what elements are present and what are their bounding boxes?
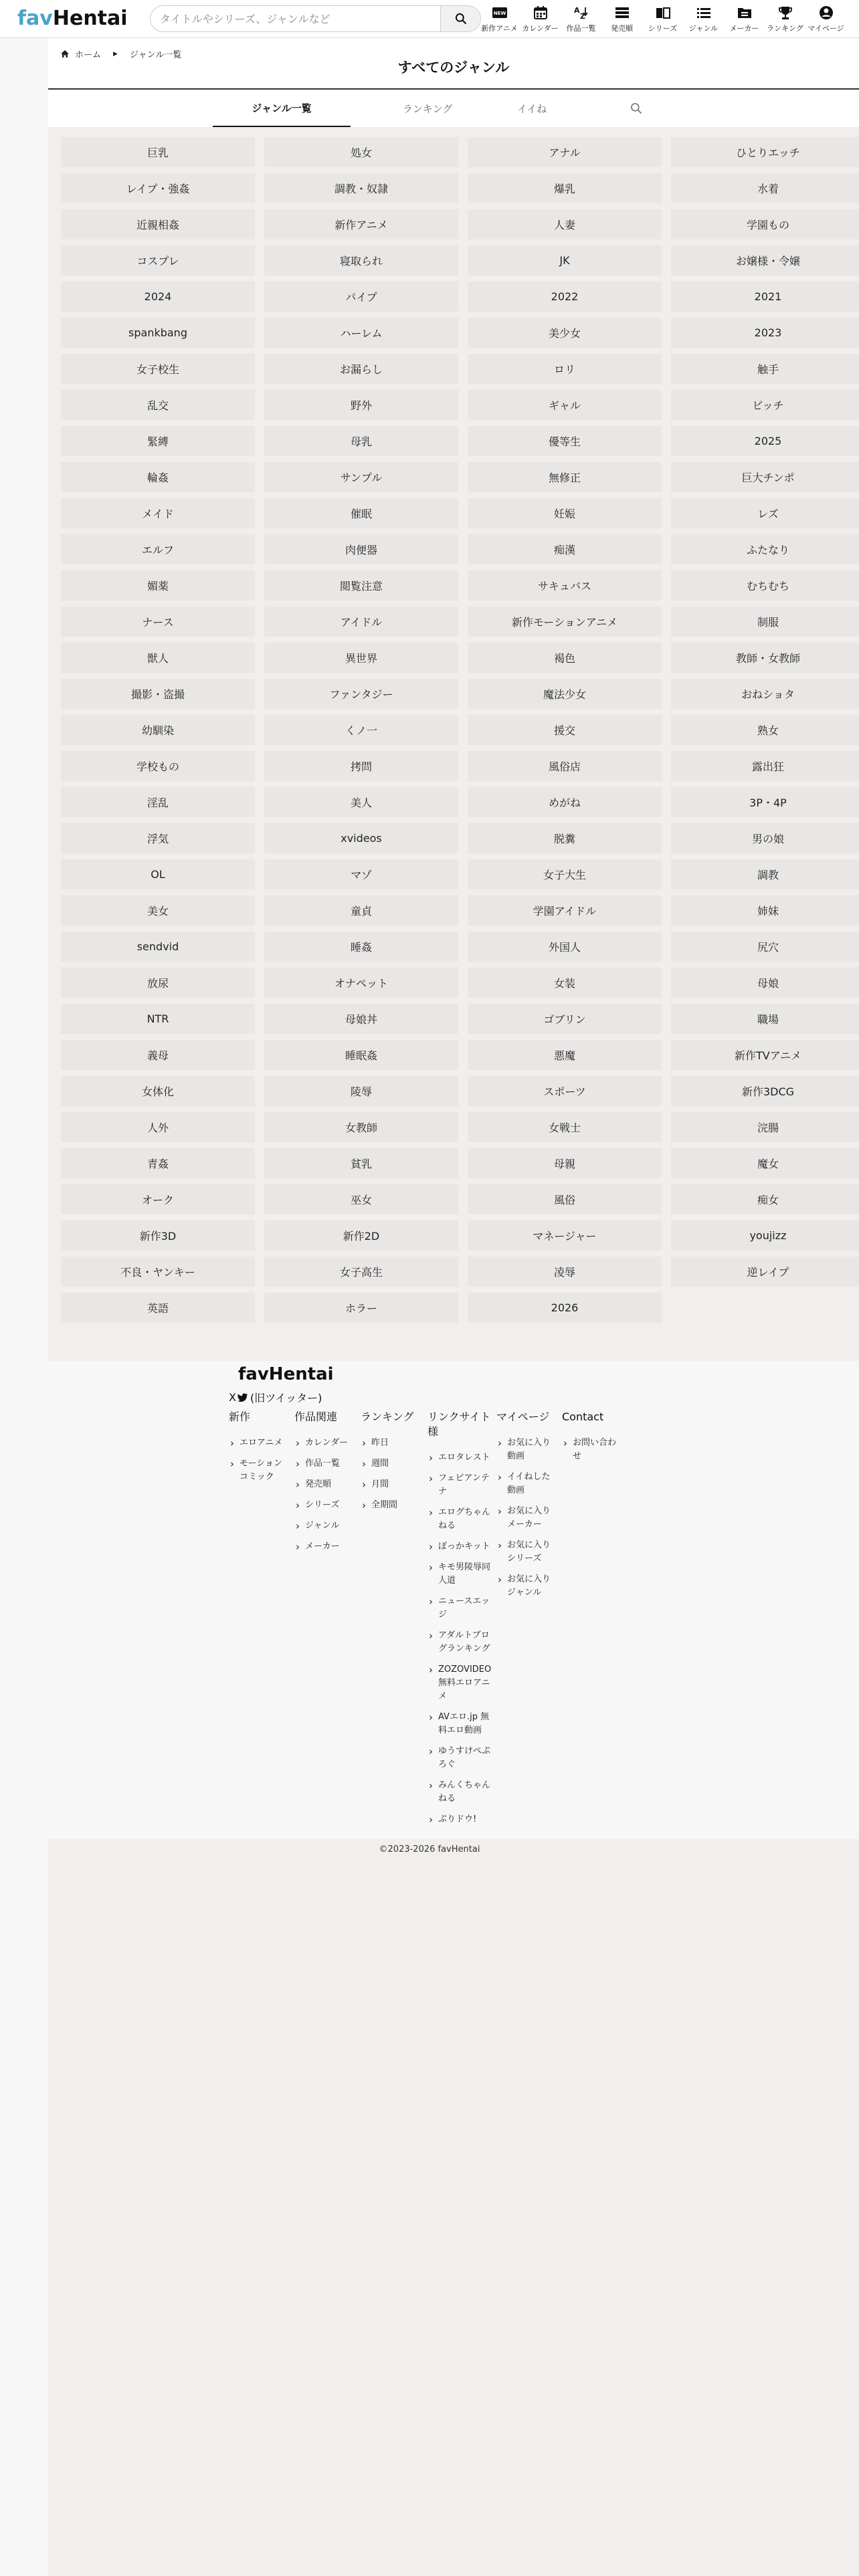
footer-link-list	[294, 1436, 356, 1553]
genre-item[interactable]: 巨大チンポ	[671, 462, 859, 492]
footer-column-title: マイページ	[496, 1410, 550, 1423]
svg-text:NEW: NEW	[493, 11, 506, 16]
genre-item[interactable]: 母娘	[671, 968, 859, 998]
footer-column	[361, 1410, 422, 1519]
genre-item[interactable]: ギャル	[468, 390, 662, 420]
genre-item[interactable]: xvideos	[264, 823, 458, 853]
genre-item[interactable]: 2024	[61, 282, 255, 312]
nav-genre[interactable]	[683, 4, 724, 36]
header-nav	[479, 4, 846, 36]
breadcrumb-current: ジャンル一覧	[129, 50, 182, 60]
genre-item[interactable]: ビッチ	[671, 390, 859, 420]
footer-link[interactable]: › モーションコミック	[229, 1457, 289, 1484]
x-suffix: (旧ツイッター)	[250, 1392, 322, 1404]
footer-link-list	[229, 1436, 289, 1484]
search-icon	[454, 12, 468, 25]
footer-column-title: ランキング	[361, 1410, 414, 1423]
genre-item[interactable]: ファンタジー	[264, 679, 458, 709]
svg-text:A: A	[573, 6, 580, 15]
genre-item[interactable]: 幼馴染	[61, 715, 255, 745]
nav-ranking[interactable]	[765, 4, 805, 36]
svg-text:Z: Z	[579, 12, 585, 20]
genre-item[interactable]: 褐色	[468, 643, 662, 673]
genre-item[interactable]: spankbang	[61, 318, 255, 348]
genre-item[interactable]: 女体化	[61, 1076, 255, 1106]
genre-item[interactable]: 逆レイプ	[671, 1257, 859, 1287]
genre-item[interactable]: 男の娘	[671, 823, 859, 853]
genre-item[interactable]: 美人	[264, 787, 458, 817]
genre-item[interactable]: 閲覧注意	[264, 570, 458, 601]
genre-item[interactable]: お漏らし	[264, 354, 458, 384]
chevron-right-icon: ▶	[113, 50, 118, 58]
list-icon	[615, 6, 630, 19]
nav-label: ランキング	[767, 24, 803, 33]
nav-works-list[interactable]	[561, 4, 601, 36]
footer-link[interactable]: › ジャンル	[294, 1519, 356, 1533]
footer-link[interactable]: › キモ男陵辱同人道	[427, 1561, 491, 1588]
footer-x-link[interactable]	[229, 1390, 322, 1405]
footer-link[interactable]: › 全期間	[361, 1499, 422, 1512]
nav-label: カレンダー	[522, 24, 559, 33]
genre-item[interactable]: 2026	[468, 1293, 662, 1323]
genre-item[interactable]: お嬢様・令嬢	[671, 245, 859, 276]
genre-item[interactable]: 陵辱	[264, 1076, 458, 1106]
footer-link[interactable]: › イイねした動画	[496, 1471, 557, 1497]
genre-item[interactable]: マネージャー	[468, 1220, 662, 1251]
footer-column-title: Contact	[562, 1410, 604, 1423]
genre-item[interactable]: おねショタ	[671, 679, 859, 709]
left-rail	[0, 38, 48, 2576]
genre-item[interactable]: 女教師	[264, 1112, 458, 1142]
nav-label: 新作アニメ	[481, 24, 518, 33]
trophy-icon	[778, 5, 793, 20]
footer-column	[427, 1410, 491, 1834]
genre-item[interactable]: 2021	[671, 282, 859, 312]
footer-column-title: 新作	[229, 1410, 251, 1423]
genre-item[interactable]: 2025	[671, 426, 859, 456]
footer-link[interactable]: › エロタレスト	[427, 1451, 491, 1465]
nav-label: マイページ	[807, 24, 844, 33]
genre-item[interactable]: 獣人	[61, 643, 255, 673]
genre-item[interactable]: 新作3D	[61, 1220, 255, 1251]
genre-item[interactable]: 新作3DCG	[671, 1076, 859, 1106]
genre-item[interactable]: 巫女	[264, 1184, 458, 1214]
footer-link[interactable]: › お気に入りメーカー	[496, 1505, 557, 1531]
genre-item[interactable]: 女戦士	[468, 1112, 662, 1142]
footer-link[interactable]: › アダルトブログランキング	[427, 1629, 491, 1656]
footer-column	[562, 1410, 622, 1471]
nav-label: メーカー	[729, 24, 759, 33]
genre-item[interactable]: 3P・4P	[671, 787, 859, 817]
nav-maker[interactable]	[724, 4, 765, 36]
genre-item[interactable]: サキュバス	[468, 570, 662, 601]
twitter-bird-icon	[237, 1393, 248, 1402]
tab-genre-list[interactable]: ジャンル一覧	[213, 90, 351, 127]
genre-item[interactable]: 魔女	[671, 1148, 859, 1178]
genre-item[interactable]: 野外	[264, 390, 458, 420]
genre-item[interactable]: 女装	[468, 968, 662, 998]
genre-item[interactable]: 妊娠	[468, 498, 662, 528]
genre-item[interactable]: 職場	[671, 1004, 859, 1034]
genre-item[interactable]: 肉便器	[264, 534, 458, 564]
genre-item[interactable]: パイプ	[264, 282, 458, 312]
footer-link[interactable]: › エログちゃんねる	[427, 1506, 491, 1533]
genre-item[interactable]: 水着	[671, 173, 859, 203]
genre-item[interactable]: エルフ	[61, 534, 255, 564]
genre-item[interactable]: レイプ・強姦	[61, 173, 255, 203]
footer-link[interactable]: › カレンダー	[294, 1436, 356, 1450]
genre-item[interactable]: 美少女	[468, 318, 662, 348]
footer-link-list	[361, 1436, 422, 1512]
genre-item[interactable]: ホラー	[264, 1293, 458, 1323]
footer-link-list	[496, 1436, 557, 1600]
tab-ranking[interactable]: ランキング	[402, 102, 453, 115]
footer-link[interactable]: › ZOZOVIDEO 無料エロアニメ	[427, 1663, 491, 1703]
genre-item[interactable]: 睡眠姦	[264, 1040, 458, 1070]
genre-item[interactable]: 爆乳	[468, 173, 662, 203]
genre-item[interactable]: 学園もの	[671, 209, 859, 239]
account-icon	[819, 5, 834, 20]
genre-item[interactable]: 触手	[671, 354, 859, 384]
genre-item[interactable]: 輪姦	[61, 462, 255, 492]
genre-item[interactable]: 処女	[264, 137, 458, 167]
genre-item[interactable]: JK	[468, 245, 662, 276]
calendar-icon	[533, 5, 548, 20]
footer-link[interactable]: › 発売順	[294, 1478, 356, 1491]
genre-item[interactable]: 教師・女教師	[671, 643, 859, 673]
genre-item[interactable]: 痴女	[671, 1184, 859, 1214]
genre-item[interactable]: 浣腸	[671, 1112, 859, 1142]
footer-link-list	[427, 1451, 491, 1826]
genre-item[interactable]: 女子高生	[264, 1257, 458, 1287]
page-title: すべてのジャンル	[397, 60, 510, 76]
nav-series[interactable]	[642, 4, 683, 36]
genre-item[interactable]: OL	[61, 859, 255, 889]
x-label: X	[229, 1391, 236, 1404]
search-button[interactable]	[440, 6, 480, 31]
genre-item[interactable]: メイド	[61, 498, 255, 528]
genre-item[interactable]: 浮気	[61, 823, 255, 853]
nav-label: 発売順	[611, 24, 633, 33]
footer-link[interactable]: › お気に入り動画	[496, 1436, 557, 1463]
genre-item[interactable]: 英語	[61, 1293, 255, 1323]
genre-item[interactable]: レズ	[671, 498, 859, 528]
page-background	[48, 1839, 859, 2576]
genre-item[interactable]: ふたなり	[671, 534, 859, 564]
genre-item[interactable]: 調教・奴隷	[264, 173, 458, 203]
genre-item[interactable]: 寝取られ	[264, 245, 458, 276]
genre-item[interactable]: 童貞	[264, 895, 458, 926]
nav-calendar[interactable]	[520, 4, 561, 36]
genre-item[interactable]: 2023	[671, 318, 859, 348]
genre-item[interactable]: 美女	[61, 895, 255, 926]
footer-link[interactable]: › 昨日	[361, 1436, 422, 1450]
nav-mypage[interactable]	[805, 4, 846, 36]
copyright: ©2023-2026 favHentai	[379, 1844, 480, 1854]
nav-release-order[interactable]	[601, 4, 642, 36]
footer-column-title: 作品関連	[294, 1410, 338, 1423]
az-icon	[573, 5, 589, 20]
genre-item[interactable]: 母娘丼	[264, 1004, 458, 1034]
site-logo[interactable]	[17, 7, 128, 30]
genre-item[interactable]: 熟女	[671, 715, 859, 745]
nav-label: シリーズ	[648, 24, 678, 33]
genre-item[interactable]: 放尿	[61, 968, 255, 998]
footer-link[interactable]: › エロアニメ	[229, 1436, 289, 1450]
genre-item[interactable]: コスプレ	[61, 245, 255, 276]
logo-fav: fav	[17, 7, 53, 30]
genre-item[interactable]: 媚薬	[61, 570, 255, 601]
search-icon	[630, 102, 643, 115]
genre-item[interactable]: NTR	[61, 1004, 255, 1034]
footer-link[interactable]: › 作品一覧	[294, 1457, 356, 1471]
footer-link[interactable]: › ニュースエッジ	[427, 1595, 491, 1622]
genre-item[interactable]: 緊縛	[61, 426, 255, 456]
genre-item[interactable]: 新作2D	[264, 1220, 458, 1251]
genre-item[interactable]: 2022	[468, 282, 662, 312]
footer-column	[229, 1410, 289, 1491]
footer-link[interactable]: › お気に入りジャンル	[496, 1573, 557, 1600]
nav-new-anime[interactable]	[479, 4, 520, 36]
footer-link[interactable]: › メーカー	[294, 1540, 356, 1553]
genre-item[interactable]: 睡姦	[264, 932, 458, 962]
main-content	[48, 38, 859, 1361]
folder-icon	[737, 6, 752, 19]
footer-link[interactable]: › AVエロ.jp 無料エロ動画	[427, 1711, 491, 1737]
genre-item[interactable]: 姉妹	[671, 895, 859, 926]
genre-item[interactable]: 異世界	[264, 643, 458, 673]
genre-item[interactable]: オーク	[61, 1184, 255, 1214]
genre-item[interactable]: 新作TVアニメ	[671, 1040, 859, 1070]
tab-bar	[48, 90, 859, 127]
genre-item[interactable]: 風俗店	[468, 751, 662, 781]
genre-item[interactable]: 痴漢	[468, 534, 662, 564]
genre-item[interactable]: ナース	[61, 607, 255, 637]
genre-item[interactable]: 母乳	[264, 426, 458, 456]
new-icon	[492, 5, 508, 20]
genre-item[interactable]: 制服	[671, 607, 859, 637]
genre-item[interactable]: ひとりエッチ	[671, 137, 859, 167]
genre-item[interactable]: 優等生	[468, 426, 662, 456]
footer-link[interactable]: › 週間	[361, 1457, 422, 1471]
tab-likes[interactable]: イイね	[516, 102, 547, 115]
genre-item[interactable]: sendvid	[61, 932, 255, 962]
genre-item[interactable]: 魔法少女	[468, 679, 662, 709]
genre-item[interactable]: 拷問	[264, 751, 458, 781]
genre-item[interactable]: マゾ	[264, 859, 458, 889]
search-input[interactable]	[151, 6, 440, 31]
footer-link[interactable]: › ぽっかキット	[427, 1540, 491, 1553]
footer-link[interactable]: › 月間	[361, 1478, 422, 1491]
genre-item[interactable]: アナル	[468, 137, 662, 167]
genre-item[interactable]: 人妻	[468, 209, 662, 239]
footer-link[interactable]: › お問い合わせ	[562, 1436, 622, 1463]
genre-item[interactable]: アイドル	[264, 607, 458, 637]
genre-item[interactable]: 義母	[61, 1040, 255, 1070]
footer-link[interactable]: › お気に入りシリーズ	[496, 1539, 557, 1566]
genre-item[interactable]: むちむち	[671, 570, 859, 601]
site-header	[0, 0, 859, 38]
genre-item[interactable]: 淫乱	[61, 787, 255, 817]
genre-item[interactable]: 悪魔	[468, 1040, 662, 1070]
genre-item[interactable]: 脱糞	[468, 823, 662, 853]
genre-item[interactable]: 近親相姦	[61, 209, 255, 239]
footer-link[interactable]: › フェピアンテナ	[427, 1472, 491, 1499]
genre-item[interactable]: 凌辱	[468, 1257, 662, 1287]
page-header	[48, 38, 859, 90]
genre-item[interactable]: スポーツ	[468, 1076, 662, 1106]
genre-item[interactable]: 新作アニメ	[264, 209, 458, 239]
genre-item[interactable]: 学園アイドル	[468, 895, 662, 926]
footer-link-list	[562, 1436, 622, 1463]
nav-label: ジャンル	[688, 24, 719, 33]
search-box	[150, 5, 481, 32]
genre-item[interactable]: ゴブリン	[468, 1004, 662, 1034]
genre-item[interactable]: 貧乳	[264, 1148, 458, 1178]
genre-item[interactable]: 露出狂	[671, 751, 859, 781]
footer-brand[interactable]: favHentai	[238, 1364, 334, 1384]
bullet-list-icon	[696, 6, 711, 19]
nav-label: 作品一覧	[566, 24, 596, 33]
logo-hentai: Hentai	[52, 7, 128, 30]
book-icon	[656, 6, 670, 19]
genre-item[interactable]: ハーレム	[264, 318, 458, 348]
footer-column	[294, 1410, 356, 1561]
genre-grid	[61, 137, 859, 1323]
genre-item[interactable]: めがね	[468, 787, 662, 817]
genre-item[interactable]: 援交	[468, 715, 662, 745]
genre-item[interactable]: ロリ	[468, 354, 662, 384]
genre-item[interactable]: 女子大生	[468, 859, 662, 889]
genre-item[interactable]: 新作モーションアニメ	[468, 607, 662, 637]
tab-search-button[interactable]	[627, 99, 646, 118]
genre-item[interactable]: 母親	[468, 1148, 662, 1178]
genre-item[interactable]: 学校もの	[61, 751, 255, 781]
genre-item[interactable]: 尻穴	[671, 932, 859, 962]
genre-item[interactable]: 女子校生	[61, 354, 255, 384]
footer-column-title: リンクサイト様	[427, 1410, 491, 1438]
genre-item[interactable]: 無修正	[468, 462, 662, 492]
genre-item[interactable]: youjizz	[671, 1220, 859, 1251]
genre-item[interactable]: 風俗	[468, 1184, 662, 1214]
genre-item[interactable]: 催眠	[264, 498, 458, 528]
footer-link[interactable]: › ゆうすけぺぷろぐ	[427, 1745, 491, 1772]
genre-item[interactable]: 人外	[61, 1112, 255, 1142]
footer-link[interactable]: › シリーズ	[294, 1499, 356, 1512]
footer-link[interactable]: › ぷりドウ!	[427, 1813, 491, 1826]
genre-item[interactable]: 青姦	[61, 1148, 255, 1178]
genre-item[interactable]: 外国人	[468, 932, 662, 962]
genre-item[interactable]: くノ一	[264, 715, 458, 745]
genre-item[interactable]: 不良・ヤンキー	[61, 1257, 255, 1287]
footer-link[interactable]: › みんくちゃんねる	[427, 1779, 491, 1806]
genre-item[interactable]: サンプル	[264, 462, 458, 492]
genre-item[interactable]: オナペット	[264, 968, 458, 998]
genre-item[interactable]: 乱交	[61, 390, 255, 420]
genre-item[interactable]: 調教	[671, 859, 859, 889]
genre-item[interactable]: 撮影・盗撮	[61, 679, 255, 709]
footer-column	[496, 1410, 557, 1607]
genre-item[interactable]: 巨乳	[61, 137, 255, 167]
breadcrumb-home[interactable]: ホーム	[75, 50, 102, 60]
